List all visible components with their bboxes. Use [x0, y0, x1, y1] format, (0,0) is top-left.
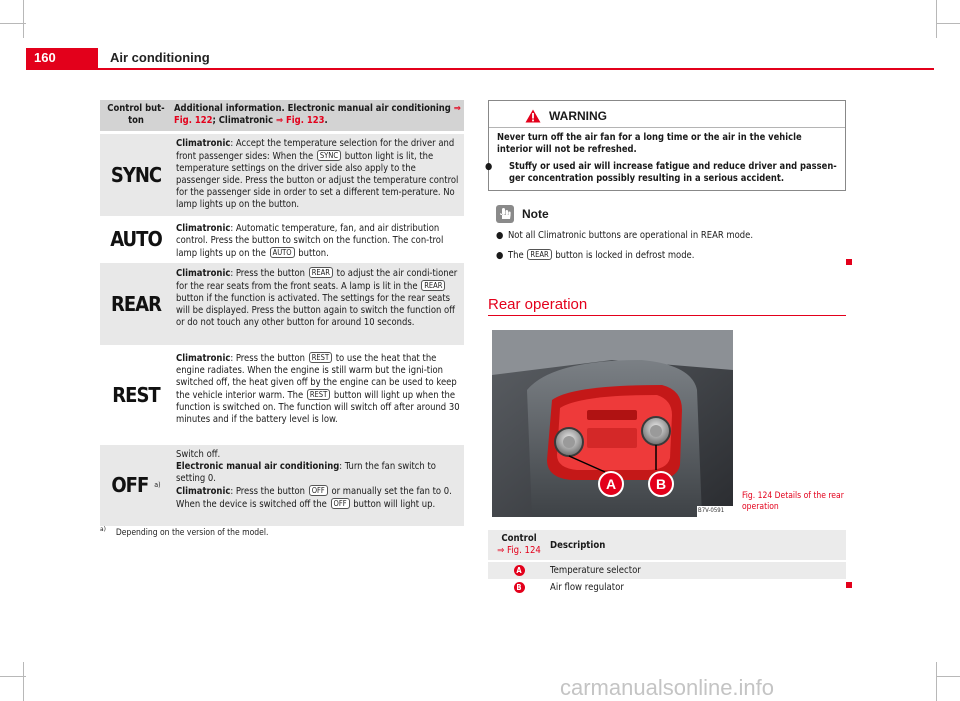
rear-key-icon: REAR: [527, 249, 551, 260]
end-marker: [846, 582, 852, 588]
rear-description: Climatronic: Press the button REAR to adjust the air condi-tioner for the rear seats from the front seats. A lamp is lit in the REAR button if the function is activated. The settings for the rear seats will be displayed. Press the button again to switch the function off or do not touch any other button for around 10 seconds.: [176, 268, 458, 329]
warning-triangle-icon: [525, 109, 541, 123]
figure-code: B7V-0591: [698, 507, 725, 514]
note-title: Note: [522, 207, 549, 221]
column-header-button: Control but-ton: [107, 103, 165, 126]
warning-text: Never turn off the air fan for a long time or the air in the vehicle interior will not be refreshed.: [497, 132, 802, 155]
rest-key-icon: REST: [309, 352, 332, 363]
warning-title: WARNING: [549, 109, 607, 123]
table-row-auto: [100, 219, 464, 260]
chapter-title: Air conditioning: [110, 50, 210, 65]
row-description: Temperature selector: [550, 565, 641, 576]
column-header-info: Additional information. Electronic manual air conditioning ⇒ Fig. 122; Climatronic ⇒ Fig. 123.: [174, 103, 461, 126]
footnote-ref: a): [154, 481, 161, 490]
warning-box: [485, 100, 846, 191]
off-description: Switch off. Electronic manual air conditioning: Turn the fan switch to setting 0. Climatronic: Press the button OFF or manually set the fan to 0. When the device is switched off the OFF button will light up.: [176, 449, 452, 511]
table-row-rest: [100, 348, 464, 442]
off-key-icon: OFF: [331, 498, 350, 509]
callout-b-icon: B: [514, 582, 525, 593]
note-item: ● The REAR button is locked in defrost mode.: [496, 250, 695, 261]
row-description: Air flow regulator: [550, 582, 624, 593]
sync-button-label: SYNC: [110, 162, 162, 187]
crop-mark: [23, 662, 24, 701]
section-rule: [488, 315, 846, 316]
header-rule: [26, 68, 934, 70]
column-header-control: Control ⇒ Fig. 124: [497, 533, 541, 556]
off-key-icon: OFF: [309, 485, 328, 496]
table-row: [488, 579, 846, 596]
table-header: [100, 100, 464, 131]
table-row-rear: [100, 263, 464, 345]
note-hand-icon: [496, 205, 514, 223]
rear-button-label: REAR: [111, 291, 161, 316]
crop-mark: [936, 0, 937, 38]
crop-mark: [936, 676, 960, 677]
rest-description: Climatronic: Press the button REST to use the heat that the engine radiates. When the engine is still warm but the igni-tion switched off, the heat given off by the engine can be used to keep the vehicle interior warm. The REST button will light up when the function is switched on. The function will switch off after around 30 minutes and if the battery level is low.: [176, 353, 460, 426]
fig-122-link[interactable]: ⇒ Fig. 122: [174, 103, 461, 126]
callout-a: A: [598, 471, 624, 497]
rest-button-label: REST: [112, 382, 160, 407]
auto-key-icon: AUTO: [270, 247, 295, 258]
rear-operation-photo: [492, 330, 733, 517]
crop-mark: [0, 23, 26, 24]
table-row-sync: [100, 134, 464, 216]
callout-b: B: [648, 471, 674, 497]
table-header: [488, 530, 846, 560]
end-marker: [846, 259, 852, 265]
crop-mark: [936, 662, 937, 701]
auto-button-label: AUTO: [110, 227, 162, 252]
note-item: ● Not all Climatronic buttons are operational in REAR mode.: [496, 230, 754, 241]
table-row-off: [100, 445, 464, 526]
watermark: carmanualsonline.info: [560, 675, 775, 700]
rest-key-icon: REST: [307, 389, 330, 400]
control-button-table: [100, 100, 464, 526]
auto-description: Climatronic: Automatic temperature, fan, and air distribution control. Press the button to switch on the function. The con-trol lamp lights up on the AUTO button.: [176, 223, 444, 260]
rear-controls-table: [488, 530, 846, 596]
note-section: [496, 205, 850, 262]
crop-mark: [936, 23, 960, 24]
section-title: Rear operation: [488, 296, 588, 313]
rear-key-icon: REAR: [421, 280, 445, 291]
footnote: $^{a)}$ Depending on the version of the model.: [100, 525, 269, 538]
page-number: 160: [26, 48, 98, 68]
sync-description: Climatronic: Accept the temperature selection for the driver and front passenger sides: When the SYNC button light is lit, the temperature settings on the driver side also apply to the passenger side. Press the button or adjust the temperature control for the passenger side in order to set a different tem-perature. No lamp lights up on the button.: [176, 138, 459, 211]
sync-key-icon: SYNC: [317, 150, 341, 161]
figure-caption: Fig. 124 Details of the rear operation: [742, 491, 844, 512]
callout-a-icon: A: [514, 565, 525, 576]
crop-mark: [23, 0, 24, 38]
column-header-description: Description: [550, 539, 606, 551]
crop-mark: [0, 676, 26, 677]
off-button-label: OFF: [111, 473, 149, 498]
fig-123-link[interactable]: ⇒ Fig. 123: [276, 115, 325, 126]
fig-124-link[interactable]: ⇒ Fig. 124: [497, 545, 541, 556]
table-row: [488, 562, 846, 579]
rear-key-icon: REAR: [309, 267, 333, 278]
warning-bullet: ● Stuffy or used air will increase fatigue and reduce driver and passen-ger concentration possibly resulting in a serious accident.: [485, 161, 837, 184]
